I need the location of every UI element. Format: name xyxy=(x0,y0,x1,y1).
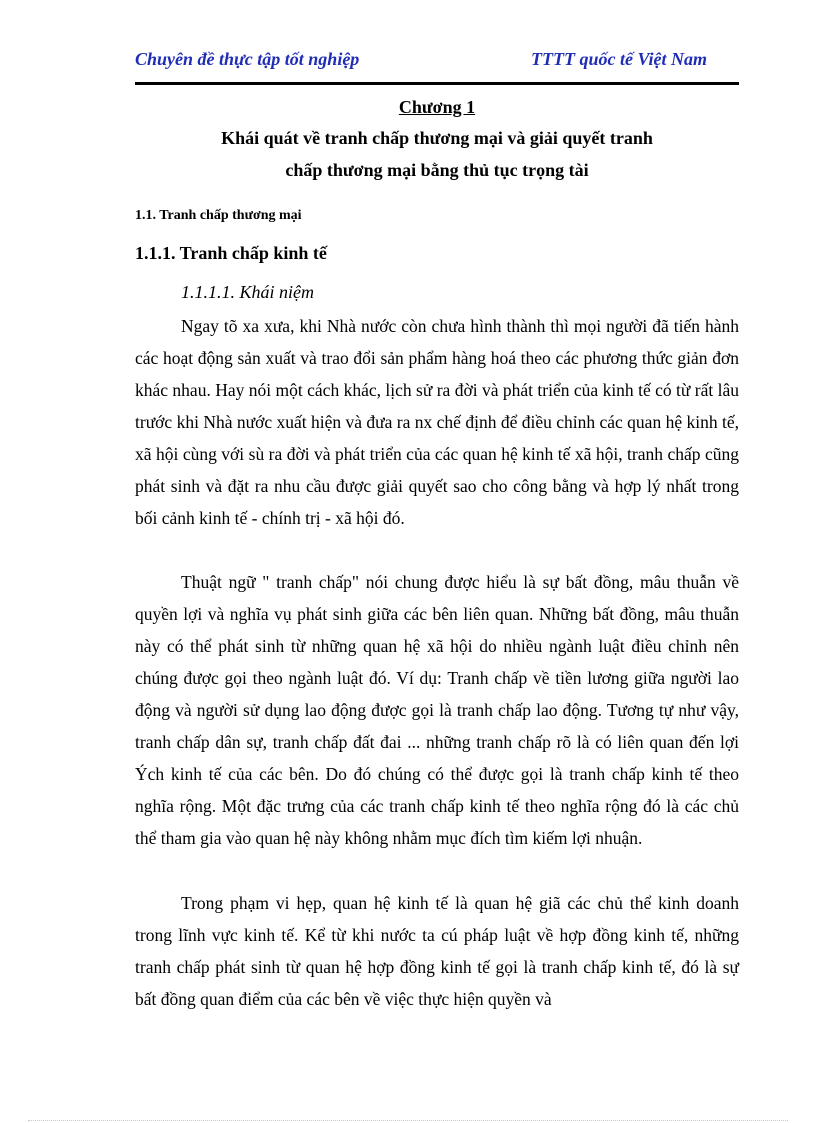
section-heading-1-1: 1.1. Tranh chấp thương mại xyxy=(135,208,302,223)
page-bottom-divider xyxy=(28,1120,788,1121)
header-right-title: TTTT quốc tế Việt Nam xyxy=(531,49,707,69)
section-heading-1-1-1-1: 1.1.1.1. Khái niệm xyxy=(181,282,314,302)
chapter-label: Chương 1 xyxy=(398,97,476,117)
header-left-title: Chuyên đề thực tập tốt nghiệp xyxy=(135,49,360,69)
page-header xyxy=(135,46,739,85)
chapter-title-line2: chấp thương mại bằng thủ tục trọng tài xyxy=(285,160,589,180)
chapter-title-line1: Khái quát về tranh chấp thương mại và giải quyết tranh xyxy=(221,128,653,148)
paragraph-3: Trong phạm vi hẹp, quan hệ kinh tế là quan hệ giã các chủ thể kinh doanh trong lĩnh vực kinh tế. Kể từ khi nước ta cú pháp luật về hợp đồng kinh tế, những tranh chấp phát sinh từ quan hệ hợp đồng kinh tế gọi là tranh chấp kinh tế, đó là sự bất đồng quan điểm của các bên về việc thực hiện quyền và xyxy=(135,893,739,1009)
paragraph-2: Thuật ngữ " tranh chấp" nói chung được hiểu là sự bất đồng, mâu thuẫn về quyền lợi và nghĩa vụ phát sinh giữa các bên liên quan. Những bất đồng, mâu thuẫn này có thể phát sinh từ những quan hệ xã hội do nhiều ngành luật điều chỉnh nên chúng được gọi theo ngành luật đó. Ví dụ: Tranh chấp về tiền lương giữa người lao động và người sử dụng lao động được gọi là tranh chấp lao động. Tương tự như vậy, tranh chấp dân sự, tranh chấp đất đai ... những tranh chấp rõ là có liên quan đến lợi Ých kinh tế của các bên. Do đó chúng có thể được gọi là tranh chấp kinh tế theo nghĩa rộng. Một đặc trưng của các tranh chấp kinh tế theo nghĩa rộng đó là các chủ thể tham gia vào quan hệ này không nhằm mục đích tìm kiếm lợi nhuận. xyxy=(135,572,739,848)
section-heading-1-1-1: 1.1.1. Tranh chấp kinh tế xyxy=(135,243,327,263)
paragraph-1: Ngay tõ xa xưa, khi Nhà nước còn chưa hình thành thì mọi người đã tiến hành các hoạt động sản xuất và trao đổi sản phẩm hàng hoá theo các phương thức giản đơn khác nhau. Hay nói một cách khác, lịch sử ra đời và phát triển của kinh tế có từ rất lâu trước khi Nhà nước xuất hiện và đưa ra nx chế định để điều chỉnh các quan hệ kinh tế, xã hội cùng với sù ra đời và phát triển của các quan hệ kinh tế xã hội, tranh chấp cũng phát sinh và đặt ra nhu cầu được giải quyết sao cho công bằng và hợp lý nhất trong bối cảnh kinh tế - chính trị - xã hội đó. xyxy=(135,316,739,528)
